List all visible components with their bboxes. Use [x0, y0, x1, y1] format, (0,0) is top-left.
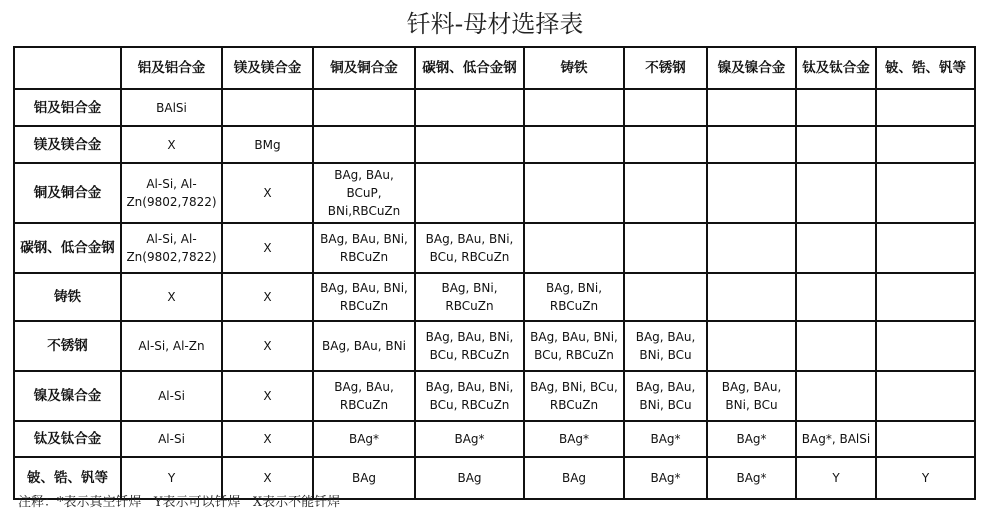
table-cell: X — [222, 321, 313, 371]
table-cell: BAg — [524, 457, 624, 499]
table-cell — [707, 321, 796, 371]
table-cell: BAg* — [524, 421, 624, 457]
table-cell: BAg* — [415, 421, 524, 457]
table-cell — [415, 163, 524, 223]
table-cell: X — [121, 273, 222, 321]
table-cell — [796, 89, 876, 126]
table-cell: BAg, BAu, BNi, BCu, RBCuZn — [415, 223, 524, 273]
table-cell: BAg, BAu, BNi, BCu, RBCuZn — [524, 321, 624, 371]
table-cell: X — [222, 163, 313, 223]
corner-cell — [14, 47, 121, 89]
table-cell: Al-Si, Al-Zn(9802,7822) — [121, 163, 222, 223]
table-cell — [624, 273, 707, 321]
table-cell — [707, 89, 796, 126]
table-row — [14, 126, 975, 163]
table-cell: X — [222, 371, 313, 421]
table-cell — [707, 126, 796, 163]
footnote: 注释：*表示真空钎焊 Y表示可以钎焊 X表示不能钎焊 — [18, 495, 341, 510]
table-cell: BAg, BAu, RBCuZn — [313, 371, 415, 421]
table-cell — [796, 273, 876, 321]
table-cell: BAg — [313, 457, 415, 499]
table-cell: Al-Si, Al-Zn — [121, 321, 222, 371]
table-cell: Y — [796, 457, 876, 499]
table-cell — [624, 126, 707, 163]
table-row — [14, 163, 975, 223]
table-cell — [876, 321, 975, 371]
table-cell — [796, 126, 876, 163]
column-header: 铜及铜合金 — [313, 47, 415, 89]
row-header: 铝及铝合金 — [14, 89, 121, 126]
table-cell: BAg, BAu, BNi, BCu — [624, 321, 707, 371]
table-row — [14, 89, 975, 126]
table-cell — [876, 371, 975, 421]
table-cell — [415, 89, 524, 126]
column-header: 镍及镍合金 — [707, 47, 796, 89]
row-header: 镁及镁合金 — [14, 126, 121, 163]
table-cell — [707, 223, 796, 273]
table-cell: BAg, BAu, BNi, RBCuZn — [313, 273, 415, 321]
row-header: 铸铁 — [14, 273, 121, 321]
table-cell — [624, 89, 707, 126]
table-cell: BAlSi — [121, 89, 222, 126]
column-header: 不锈钢 — [624, 47, 707, 89]
table-cell — [876, 421, 975, 457]
table-row — [14, 421, 975, 457]
row-header: 钛及钛合金 — [14, 421, 121, 457]
brazing-selection-table — [13, 46, 976, 500]
row-header: 铜及铜合金 — [14, 163, 121, 223]
table-cell — [624, 163, 707, 223]
table-cell: BAg, BAu, BNi, BCu, RBCuZn — [415, 321, 524, 371]
table-cell: BAg, BAu, BCuP, BNi,RBCuZn — [313, 163, 415, 223]
table-cell: BAg, BAu, BNi, BCu — [707, 371, 796, 421]
table-cell — [524, 126, 624, 163]
header-row — [14, 47, 975, 89]
table-cell: BAg, BAu, BNi, BCu, RBCuZn — [415, 371, 524, 421]
column-header: 铍、锆、钒等 — [876, 47, 975, 89]
table-cell — [876, 89, 975, 126]
table-cell: Al-Si — [121, 371, 222, 421]
table-cell — [624, 223, 707, 273]
table-cell: BAg, BNi, BCu, RBCuZn — [524, 371, 624, 421]
table-cell — [796, 371, 876, 421]
table-cell: BAg* — [624, 421, 707, 457]
table-cell: Y — [121, 457, 222, 499]
table-cell — [707, 273, 796, 321]
table-cell — [876, 223, 975, 273]
table-cell — [796, 163, 876, 223]
column-header: 钛及钛合金 — [796, 47, 876, 89]
column-header: 铝及铝合金 — [121, 47, 222, 89]
table-cell: BAg, BNi, RBCuZn — [415, 273, 524, 321]
column-header: 铸铁 — [524, 47, 624, 89]
table-row — [14, 273, 975, 321]
table-cell — [876, 126, 975, 163]
row-header: 不锈钢 — [14, 321, 121, 371]
table-cell: X — [222, 421, 313, 457]
table-cell: Al-Si — [121, 421, 222, 457]
table-row — [14, 457, 975, 499]
table-cell: Y — [876, 457, 975, 499]
table-cell — [222, 89, 313, 126]
table-cell: BAg* — [707, 457, 796, 499]
table-cell: X — [222, 457, 313, 499]
table-cell — [876, 273, 975, 321]
table-cell: BAg, BNi, RBCuZn — [524, 273, 624, 321]
table-row — [14, 321, 975, 371]
table-cell — [415, 126, 524, 163]
table-cell — [796, 223, 876, 273]
table-cell: BAg*, BAlSi — [796, 421, 876, 457]
table-cell: X — [121, 126, 222, 163]
table-cell: BMg — [222, 126, 313, 163]
row-header: 铍、锆、钒等 — [14, 457, 121, 499]
table-cell: X — [222, 273, 313, 321]
page-title: 钎料-母材选择表 — [406, 10, 584, 38]
table-cell: BAg, BAu, BNi, RBCuZn — [313, 223, 415, 273]
table-cell: Al-Si, Al-Zn(9802,7822) — [121, 223, 222, 273]
table-cell: X — [222, 223, 313, 273]
row-header: 镍及镍合金 — [14, 371, 121, 421]
table-cell: BAg* — [313, 421, 415, 457]
table-cell: BAg — [415, 457, 524, 499]
table-cell: BAg* — [707, 421, 796, 457]
column-header: 镁及镁合金 — [222, 47, 313, 89]
table-cell — [876, 163, 975, 223]
table-cell — [313, 126, 415, 163]
table-cell — [313, 89, 415, 126]
table-cell — [524, 163, 624, 223]
table-cell — [524, 223, 624, 273]
table-row — [14, 223, 975, 273]
table-cell — [707, 163, 796, 223]
table-cell: BAg* — [624, 457, 707, 499]
table-cell: BAg, BAu, BNi, BCu — [624, 371, 707, 421]
table-cell: BAg, BAu, BNi — [313, 321, 415, 371]
table-cell — [524, 89, 624, 126]
table-row — [14, 371, 975, 421]
row-header: 碳钢、低合金钢 — [14, 223, 121, 273]
column-header: 碳钢、低合金钢 — [415, 47, 524, 89]
table-cell — [796, 321, 876, 371]
